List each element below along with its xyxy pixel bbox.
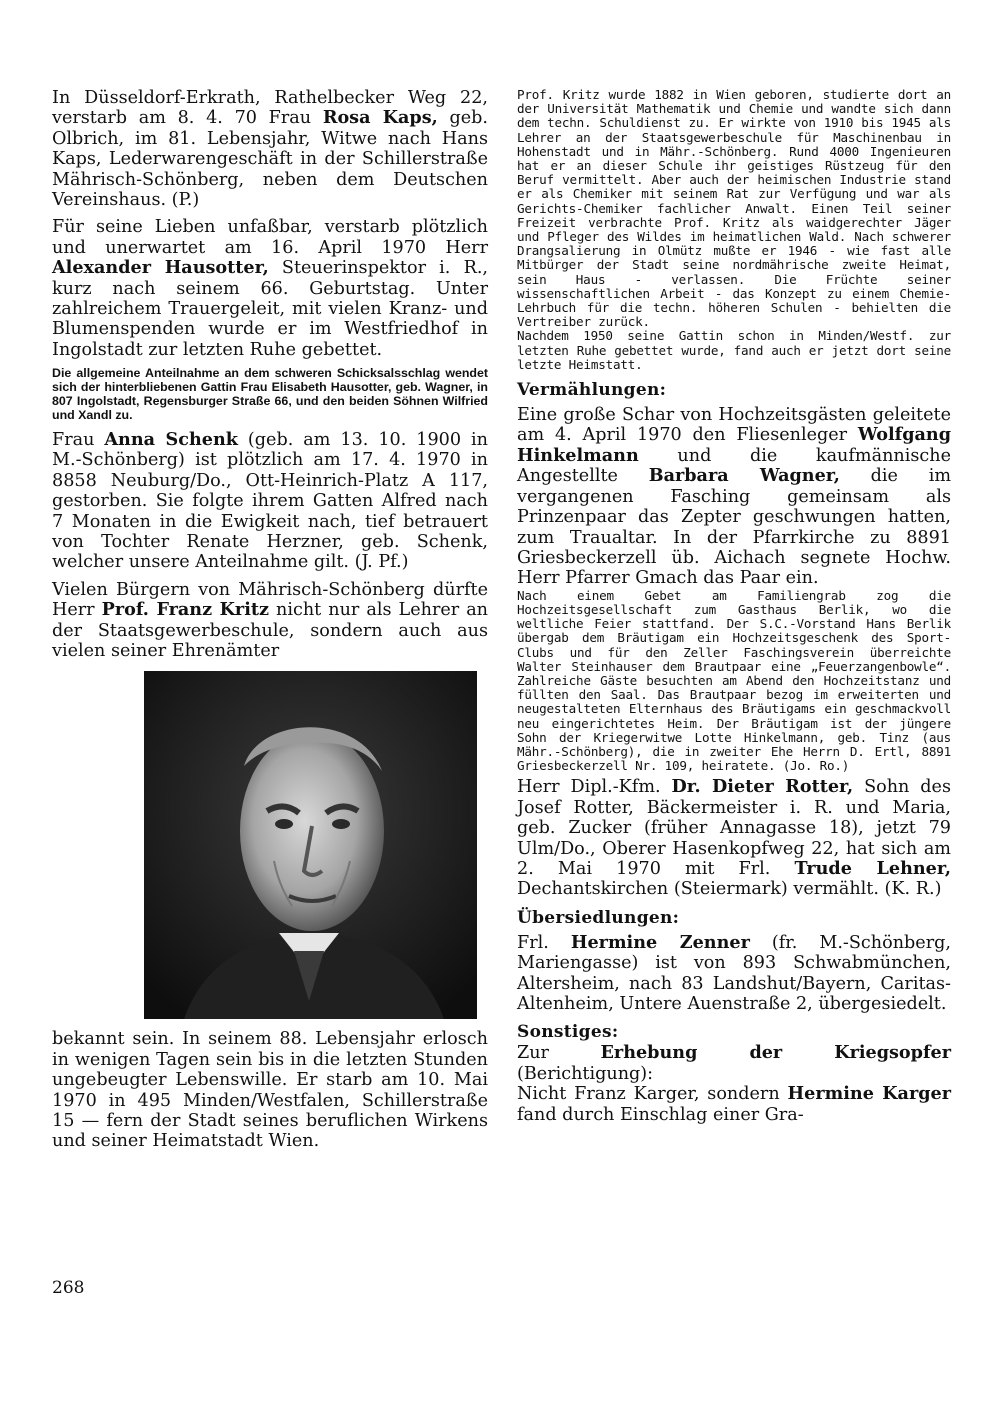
obituary-kritz-intro: Vielen Bürgern von Mährisch-Schönberg dürfte Herr Prof. Franz Kritz nicht nur als Lehrer an der Staatsgewerbeschule, sondern auch aus vielen seiner Ehrenämter bbox=[52, 579, 489, 661]
heading-vermaehlungen: Vermählungen: bbox=[517, 380, 667, 401]
portrait-image bbox=[144, 671, 477, 1019]
correction-karger: Nicht Franz Karger, sondern Hermine Karger fand durch Einschlag einer Gra- bbox=[517, 1083, 951, 1125]
condolence-hausotter: Die allgemeine Anteilnahme an dem schweren Schicksalsschlag wendet sich der hinterbliebenen Gattin Frau Elisabeth Hausotter, geb. Wagner, in 807 Ingolstadt, Regensburger Straße 66, und den beiden Söhnen Wilfried und Xandl zu. bbox=[52, 366, 488, 422]
obituary-hausotter: Für seine Lieben unfaßbar, verstarb plötzlich und unerwartet am 16. April 1970 Herr Alexander Hausotter, Steuerinspektor i. R., kurz nach seinem 66. Geburtstag. Unter zahlreichem Trauergeleit, mit vielen Kranz- und Blumenspenden wurde er im Westfriedhof in Ingolstadt zur letzten Ruhe gebettet. bbox=[52, 217, 489, 360]
kritz-biography: Prof. Kritz wurde 1882 in Wien geboren, studierte dort an der Universität Mathematik und Chemie und wandte sich dann dem techn. Schuldienst zu. Er wirkte von 1910 bis 1945 als Lehrer an der Staatsgewerbeschule für Maschinenbau in Hohenstadt und in Mähr.-Schönberg. Rund 4000 Ingenieuren hat er an dieser Schule ihr geistiges Rüstzeug für den Beruf vermittelt. Aber auch der heimischen Industrie stand er als Chemiker mit seinem Rat zur Verfügung und war als Gerichts-Chemiker fachlicher Anwalt. Einen Teil seiner Freizeit verbrachte Prof. Kritz als waidgerechter Jäger und Pfleger des Wildes im heimatlichen Wald. Nach schwerer Drangsalierung in Olmütz mußte er 1946 - wie fast alle Mitbürger der Stadt seine nordmährische zweite Heimat, sein Haus - verlassen. Die Früchte seiner wissenschaftlichen Arbeit - das Konzept zu einem Chemie-Lehrbuch für die techn. höheren Schulen - behielten die Vertreiber zurück. bbox=[517, 87, 951, 330]
heading-sonstiges: Sonstiges: bbox=[517, 1022, 619, 1043]
right-column bbox=[517, 88, 951, 1125]
obituary-schenk: Frau Anna Schenk (geb. am 13. 10. 1900 in M.-Schönberg) ist plötzlich am 17. 4. 1970 in 8858 Neuburg/Do., Ott-Heinrich-Platz A 117, gestorben. Sie folgte ihrem Gatten Alfred nach 7 Monaten in die Ewigkeit nach, tief betrauert von Tochter Renate Herzner, geb. Schenk, welcher unsere Anteilnahme gilt. (J. Pf.) bbox=[52, 428, 488, 573]
wedding-hinkelmann: Eine große Schar von Hochzeitsgästen geleitete am 4. April 1970 den Fliesenleger Wolfgang Hinkelmann und die kaufmännische Angestellte Barbara Wagner, die im vergangenen Fasching gemeinsam als Prinzenpaar das Zepter geschwungen hatten, zum Traualtar. In der Pfarrkirche zu 8891 Griesbeckerzell üb. Aichach segnete Hochw. Herr Pfarrer Gmach das Paar ein. bbox=[517, 405, 951, 589]
kritz-final-rest: Nachdem 1950 seine Gattin schon in Minden/Westf. zur letzten Ruhe gebettet wurde, fand auch er jetzt dort seine letzte Heimstatt. bbox=[517, 328, 951, 372]
page-number: 268 bbox=[52, 1278, 85, 1298]
obituary-kaps: In Düsseldorf-Erkrath, Rathelbecker Weg 22, verstarb am 8. 4. 70 Frau Rosa Kaps, geb. Olbrich, im 81. Lebensjahr, Witwe nach Hans Kaps, Lederwarengeschäft in der Schillerstraße Mährisch-Schönberg, neben dem Deutschen Vereinshaus. (P.) bbox=[52, 88, 489, 211]
correction-line: Zur Erhebung der Kriegsopfer (Berichtigung): bbox=[517, 1042, 951, 1084]
heading-uebersiedlungen: Übersiedlungen: bbox=[517, 907, 680, 928]
relocation-zenner: Frl. Hermine Zenner (fr. M.-Schönberg, Mariengasse) ist von 893 Schwabmünchen, Altersheim, nach 83 Landshut/Bayern, Caritas-Altenheim, Untere Auenstraße 2, übergesiedelt. bbox=[517, 931, 951, 1015]
wedding-details: Nach einem Gebet am Familiengrab zog die Hochzeitsgesellschaft zum Gasthaus Berlik, wo die weltliche Feier stattfand. Der S.C.-Vorstand Hans Berlik übergab dem Bräutigam ein Hochzeitsgeschenk des Sport-Clubs und für den Zeller Faschingsverein überreichte Walter Steinhauser dem Brautpaar eine „Feuerzangenbowle“. Zahlreiche Gäste besuchten am Abend den Hochzeitstanz und füllten den Saal. Das Brautpaar bezog im erweiterten und neugestalteten Elternhaus des Bräutigams ein geschmackvoll neu eingerichtetes Heim. Der Bräutigam ist der jüngere Sohn der Kriegerwitwe Lotte Hinkelmann, geb. Tinz (aus Mähr.-Schönberg), die in zweiter Ehe Herrn D. Ertl, 8891 Griesbeckerzell Nr. 109, heiratete. (Jo. Ro.) bbox=[517, 587, 951, 774]
wedding-rotter: Herr Dipl.-Kfm. Dr. Dieter Rotter, Sohn des Josef Rotter, Bäckermeister i. R. und Maria, geb. Zucker (früher Annagasse 18), jetzt 79 Ulm/Do., Oberer Hasenkopfweg 22, hat sich am 2. Mai 1970 mit Frl. Trude Lehner, Dechantskirchen (Steiermark) vermählt. (K. R.) bbox=[517, 776, 952, 900]
obituary-kritz-body: bekannt sein. In seinem 88. Lebensjahr erlosch in wenigen Tagen sein bis in die letzten Stunden ungebeugter Lebenswille. Er starb am 10. Mai 1970 in 495 Minden/Westfalen, Schillerstraße 15 — fern der Stadt seines beruflichen Wirkens und seiner Heimatstadt Wien. bbox=[52, 1029, 488, 1152]
left-column bbox=[52, 88, 488, 1152]
portrait-photo bbox=[144, 671, 477, 1019]
